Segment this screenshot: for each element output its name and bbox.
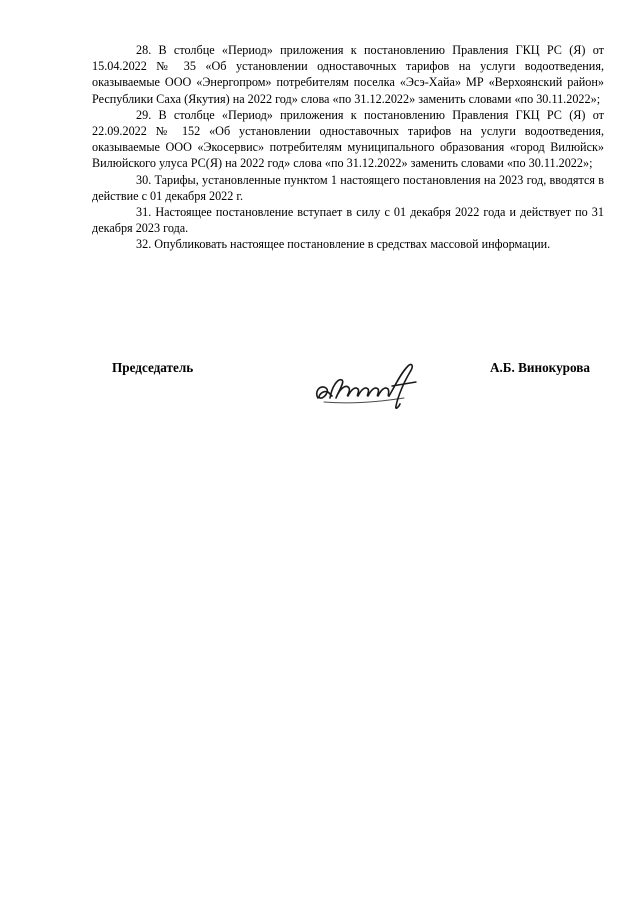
paragraph-29: 29. В столбце «Период» приложения к постановлению Правления ГКЦ РС (Я) от 22.09.2022 № 152 «Об установлении одноставочных тарифов на услуги водоотведения, оказываемые ООО «Экосервис» потребителям муниципального образования «город Вилюйск» Вилюйского улуса РС(Я) на 2022 год» слова «по 31.12.2022» заменить словами «по 30.11.2022»; <box>92 107 604 171</box>
paragraph-28: 28. В столбце «Период» приложения к постановлению Правления ГКЦ РС (Я) от 15.04.2022 № 35 «Об установлении одноставочных тарифов на услуги водоотведения, оказываемые ООО «Энергопром» потребителям поселка «Эсэ-Хайа» МР «Верхоянский район» Республики Саха (Якутия) на 2022 год» слова «по 31.12.2022» заменить словами «по 30.11.2022»; <box>92 43 604 106</box>
paragraph-31: 31. Настоящее постановление вступает в силу с 01 декабря 2022 года и действует по 31 декабря 2023 года. <box>92 205 604 236</box>
document-body <box>92 42 604 253</box>
signature-block <box>112 358 590 418</box>
signatory-name: А.Б. Винокурова <box>489 360 590 375</box>
paragraph-30: 30. Тарифы, установленные пунктом 1 настоящего постановления на 2023 год, вводятся в действие с 01 декабря 2022 г. <box>92 172 604 203</box>
signatory-role: Председатель <box>112 360 194 375</box>
handwritten-signature <box>308 358 428 416</box>
paragraph-32: 32. Опубликовать настоящее постановление в средствах массовой информации. <box>136 237 551 252</box>
